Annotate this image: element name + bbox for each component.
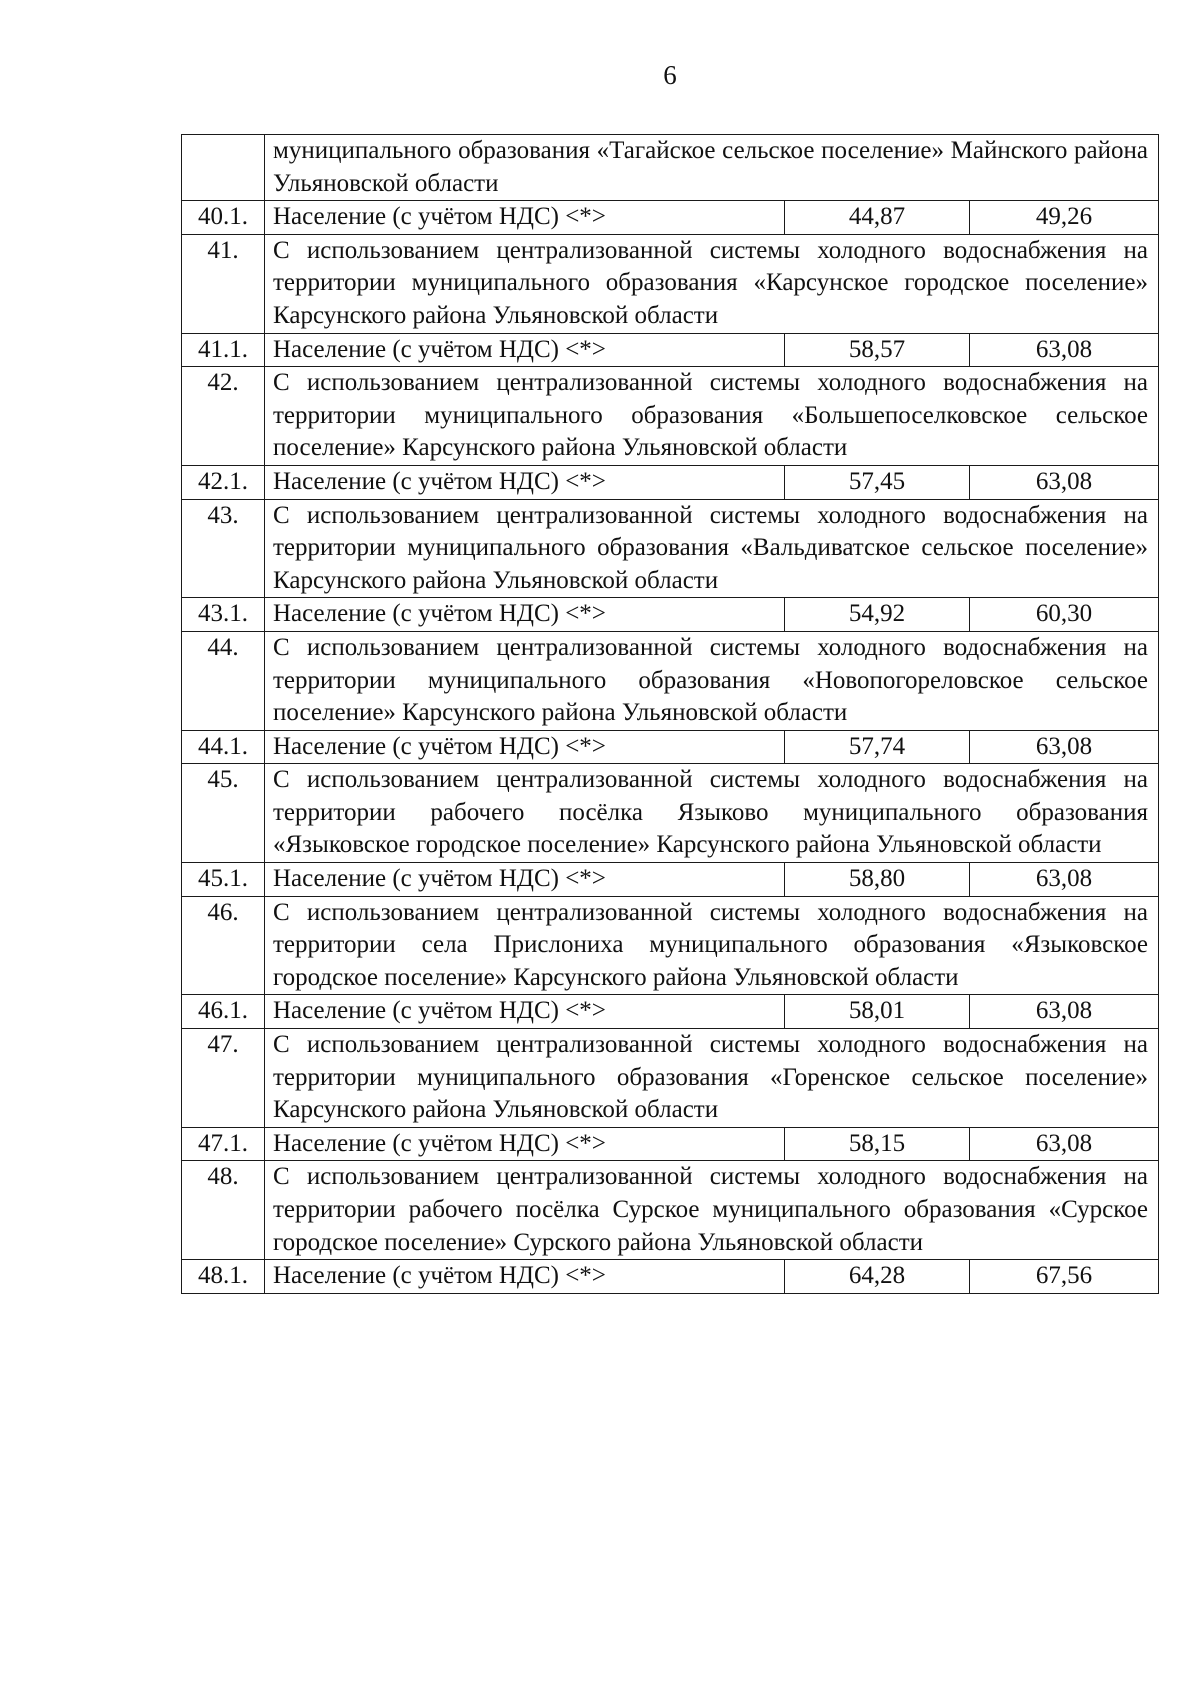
- tariff-value-1: 58,57: [785, 333, 970, 367]
- tariff-value-1: 58,01: [785, 995, 970, 1029]
- row-label: Население (с учётом НДС) <*>: [265, 465, 785, 499]
- table-row: [182, 995, 1159, 1029]
- tariff-value-1: 58,15: [785, 1127, 970, 1161]
- row-label: Население (с учётом НДС) <*>: [265, 1127, 785, 1161]
- table-row: [182, 333, 1159, 367]
- row-number: 48.1.: [182, 1260, 265, 1294]
- tariff-value-2: 63,08: [970, 333, 1159, 367]
- row-number: 45.1.: [182, 863, 265, 897]
- table-row: [182, 631, 1159, 730]
- row-label: Население (с учётом НДС) <*>: [265, 333, 785, 367]
- tariff-value-2: 63,08: [970, 1127, 1159, 1161]
- row-number: 41.: [182, 234, 265, 333]
- row-number: 42.: [182, 367, 265, 466]
- table-row: [182, 1029, 1159, 1128]
- row-number: 42.1.: [182, 465, 265, 499]
- tariff-value-1: 44,87: [785, 201, 970, 235]
- tariff-value-2: 63,08: [970, 995, 1159, 1029]
- row-label: Население (с учётом НДС) <*>: [265, 1260, 785, 1294]
- tariff-value-2: 63,08: [970, 465, 1159, 499]
- row-number: 46.: [182, 896, 265, 995]
- row-number: 43.: [182, 499, 265, 598]
- tariff-value-2: 49,26: [970, 201, 1159, 235]
- tariff-value-2: 63,08: [970, 730, 1159, 764]
- row-number-cell: [182, 135, 265, 201]
- table-row: [182, 135, 1159, 201]
- row-description: С использованием централизованной системы холодного водоснабжения на территории муниципального образования «Карсунское городское поселение» Карсунского района Ульяновской области: [265, 234, 1159, 333]
- tariff-value-2: 67,56: [970, 1260, 1159, 1294]
- row-number: 47.: [182, 1029, 265, 1128]
- row-label: Население (с учётом НДС) <*>: [265, 598, 785, 632]
- row-description: С использованием централизованной системы холодного водоснабжения на территории муниципального образования «Горенское сельское поселение» Карсунского района Ульяновской области: [265, 1029, 1159, 1128]
- table-row: [182, 730, 1159, 764]
- table-row: [182, 1161, 1159, 1260]
- row-number: 44.1.: [182, 730, 265, 764]
- page-number: 6: [663, 60, 677, 90]
- table-row: [182, 598, 1159, 632]
- tariff-value-1: 64,28: [785, 1260, 970, 1294]
- row-number: 41.1.: [182, 333, 265, 367]
- row-description: С использованием централизованной системы холодного водоснабжения на территории рабочего посёлка Сурское муниципального образования «Сурское городское поселение» Сурского района Ульяновской области: [265, 1161, 1159, 1260]
- row-label: Население (с учётом НДС) <*>: [265, 863, 785, 897]
- tariff-value-1: 57,74: [785, 730, 970, 764]
- row-label: Население (с учётом НДС) <*>: [265, 730, 785, 764]
- table-row: [182, 1127, 1159, 1161]
- row-number: 44.: [182, 631, 265, 730]
- tariff-value-2: 60,30: [970, 598, 1159, 632]
- table-row: [182, 863, 1159, 897]
- table-row: [182, 465, 1159, 499]
- row-description: С использованием централизованной системы холодного водоснабжения на территории рабочего посёлка Языково муниципального образования «Языковское городское поселение» Карсунского района Ульяновской области: [265, 764, 1159, 863]
- row-description: С использованием централизованной системы холодного водоснабжения на территории муниципального образования «Новопогореловское сельское поселение» Карсунского района Ульяновской области: [265, 631, 1159, 730]
- row-description: С использованием централизованной системы холодного водоснабжения на территории муниципального образования «Вальдиватское сельское поселение» Карсунского района Ульяновской области: [265, 499, 1159, 598]
- table-row: [182, 499, 1159, 598]
- table-row: [182, 234, 1159, 333]
- row-number: 46.1.: [182, 995, 265, 1029]
- tariff-value-1: 58,80: [785, 863, 970, 897]
- table-row: [182, 896, 1159, 995]
- tariff-value-2: 63,08: [970, 863, 1159, 897]
- row-number: 40.1.: [182, 201, 265, 235]
- row-number: 47.1.: [182, 1127, 265, 1161]
- row-label: Население (с учётом НДС) <*>: [265, 995, 785, 1029]
- tariff-value-1: 57,45: [785, 465, 970, 499]
- table-row: [182, 1260, 1159, 1294]
- row-description: муниципального образования «Тагайское сельское поселение» Майнского района Ульяновской области: [265, 135, 1159, 201]
- table-row: [182, 367, 1159, 466]
- row-description: С использованием централизованной системы холодного водоснабжения на территории села Прислониха муниципального образования «Языковское городское поселение» Карсунского района Ульяновской области: [265, 896, 1159, 995]
- row-label: Население (с учётом НДС) <*>: [265, 201, 785, 235]
- row-description: С использованием централизованной системы холодного водоснабжения на территории муниципального образования «Большепоселковское сельское поселение» Карсунского района Ульяновской области: [265, 367, 1159, 466]
- tariff-value-1: 54,92: [785, 598, 970, 632]
- row-number: 48.: [182, 1161, 265, 1260]
- table-row: [182, 201, 1159, 235]
- tariff-table: [181, 134, 1159, 1294]
- row-number: 45.: [182, 764, 265, 863]
- row-number: 43.1.: [182, 598, 265, 632]
- table-row: [182, 764, 1159, 863]
